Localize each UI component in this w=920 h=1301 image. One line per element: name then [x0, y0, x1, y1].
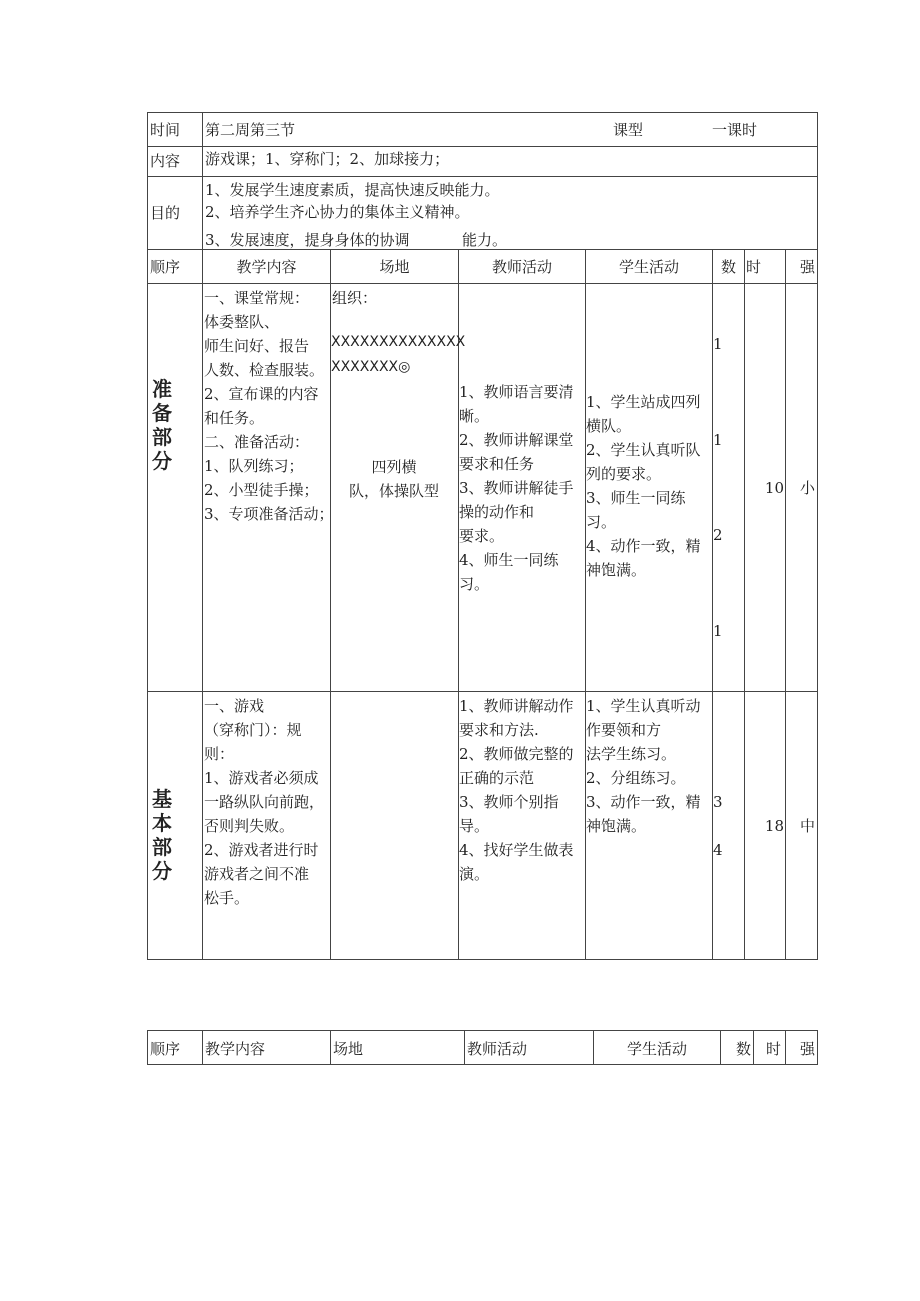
- prep-count-2: 1: [713, 431, 723, 449]
- table2-header-student: 学生活动: [626, 1040, 687, 1058]
- header-student: 学生活动: [618, 258, 679, 276]
- column-divider: [785, 249, 786, 960]
- basic-count-1: 3: [713, 793, 723, 811]
- basic-intensity: 中: [800, 817, 816, 835]
- table2-header-venue: 场地: [333, 1040, 364, 1058]
- header-time: 时: [746, 258, 762, 276]
- prep-venue-formation-row-1: XXXXXXXXXXXXXX: [331, 334, 466, 350]
- table2-header-count: 数: [736, 1040, 752, 1058]
- time-label: 时间: [150, 121, 181, 139]
- basic-section-label: 基 本 部 分: [152, 787, 172, 883]
- column-divider: [753, 1030, 754, 1065]
- goal-label: 目的: [150, 204, 181, 222]
- table2-header-time: 时: [766, 1040, 782, 1058]
- column-divider: [585, 249, 586, 960]
- prep-venue-formation-row-2: XXXXXXX◎: [331, 359, 411, 375]
- lesson-type-label: 课型: [613, 121, 644, 139]
- header-venue: 场地: [379, 258, 410, 276]
- header-teacher: 教师活动: [491, 258, 552, 276]
- goal-line-1: 1、发展学生速度素质，提高快速反映能力。: [205, 181, 500, 199]
- prep-section-label: 准 备 部 分: [152, 377, 172, 473]
- lesson-type-value: 一课时: [712, 121, 758, 139]
- prep-venue-form: 四列横 队，体操队型: [348, 458, 439, 500]
- prep-intensity: 小: [800, 479, 816, 497]
- goal-line-3a: 3、发展速度，提身身体的协调: [205, 231, 410, 249]
- header-intensity: 强: [800, 258, 816, 276]
- basic-student-activity: 1、学生认真听动 作要领和方 法学生练习。 2、分组练习。 3、动作一致，精 神饱满。: [586, 697, 701, 835]
- column-divider: [464, 1030, 465, 1065]
- prep-time: 10: [764, 479, 784, 497]
- prep-count-1: 1: [713, 335, 723, 353]
- basic-teacher-activity: 1、教师讲解动作 要求和方法. 2、教师做完整的 正确的示范 3、教师个别指 导。 4、找好学生做表 演。: [459, 697, 574, 883]
- goal-line-2: 2、培养学生齐心协力的集体主义精神。: [205, 203, 470, 221]
- header-order: 顺序: [150, 258, 181, 276]
- column-divider: [720, 1030, 721, 1065]
- content-value: 游戏课；1、穿称门；2、加球接力；: [205, 150, 450, 168]
- header-count: 数: [721, 258, 737, 276]
- prep-content: 一、课堂常规： 体委整队、 师生问好、报告 人数、检查服装。 2、宣布课的内容 和任务。 二、准备活动： 1、队列练习； 2、小型徒手操； 3、专项准备活动；: [204, 289, 334, 523]
- basic-content: 一、游戏 （穿称门）：规 则： 1、游戏者必须成 一路纵队向前跑， 否则判失败。 2、游戏者进行时 游戏者之间不准 松手。: [204, 697, 325, 907]
- prep-teacher-activity: 1、教师语言要清 晰。 2、教师讲解课堂 要求和任务 3、教师讲解徒手 操的动作和 要求。 4、师生一同练 习。: [459, 383, 574, 593]
- basic-count-2: 4: [713, 841, 723, 859]
- prep-student-activity: 1、学生站成四列 横队。 2、学生认真听队 列的要求。 3、师生一同练 习。 4、动作一致，精 神饱满。: [586, 393, 701, 579]
- prep-count-3: 2: [713, 526, 723, 544]
- header-content: 教学内容: [236, 258, 297, 276]
- table2-header-intensity: 强: [800, 1040, 816, 1058]
- basic-time: 18: [764, 817, 784, 835]
- column-divider: [202, 1030, 203, 1065]
- prep-venue-title: 组织：: [332, 289, 378, 307]
- row-divider: [147, 283, 818, 284]
- row-divider: [147, 176, 818, 177]
- column-divider: [744, 249, 745, 960]
- column-divider: [330, 1030, 331, 1065]
- table2-header-content: 教学内容: [205, 1040, 266, 1058]
- column-divider: [202, 112, 203, 960]
- prep-count-4: 1: [713, 622, 723, 640]
- table2-header-order: 顺序: [150, 1040, 181, 1058]
- time-value: 第二周第三节: [205, 121, 296, 139]
- content-label: 内容: [150, 152, 181, 170]
- row-divider: [147, 691, 818, 692]
- goal-line-3b: 能力。: [462, 231, 508, 249]
- column-divider: [785, 1030, 786, 1065]
- table2-header-teacher: 教师活动: [467, 1040, 528, 1058]
